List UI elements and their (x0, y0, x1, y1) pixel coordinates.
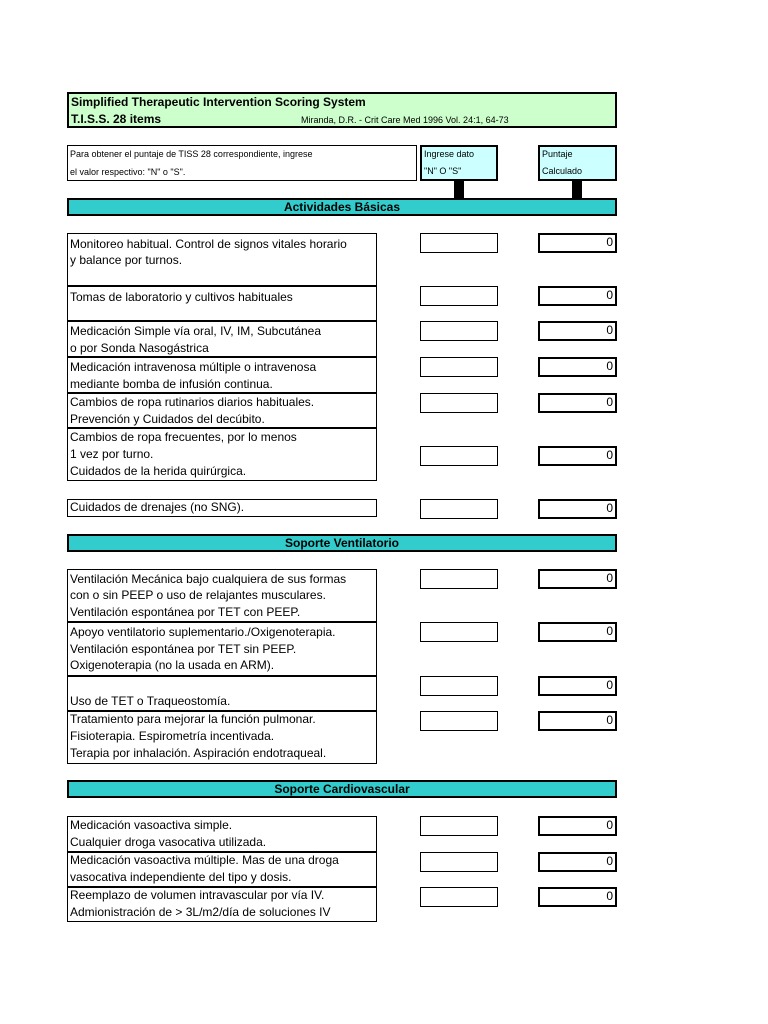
input-header-line-1: Ingrese dato (424, 149, 475, 159)
item-description (67, 569, 377, 622)
item-description-line: Terapia por inhalación. Aspiración endotraqueal. (70, 746, 327, 760)
title: Simplified Therapeutic Intervention Scoring System (71, 95, 366, 109)
instructions-box (67, 145, 417, 181)
item-input-field[interactable] (420, 321, 498, 341)
section-header-cardiovascular: Soporte Cardiovascular (67, 780, 617, 798)
input-column-header (420, 145, 498, 181)
item-score: 0 (538, 622, 617, 642)
item-input-field[interactable] (420, 676, 498, 696)
item-description-line: Reemplazo de volumen intravascular por vía IV. (70, 888, 325, 902)
item-description-line: Ventilación Mecánica bajo cualquiera de sus formas (70, 572, 347, 586)
item-description (67, 233, 377, 286)
item-description-line: Medicación Simple vía oral, IV, IM, Subcutánea (70, 324, 322, 338)
item-description-line: y balance por turnos. (70, 253, 183, 267)
section-header-ventilation: Soporte Ventilatorio (67, 534, 617, 552)
item-description (67, 852, 377, 887)
item-input-field[interactable] (420, 852, 498, 872)
score-column-header (538, 145, 617, 181)
item-description-line: Uso de TET o Traqueostomía. (70, 694, 231, 708)
item-input-field[interactable] (420, 499, 498, 519)
item-description-line: 1 vez por turno. (70, 447, 154, 461)
item-description-line: Prevención y Cuidados del decúbito. (70, 412, 265, 426)
item-description-line: Tomas de laboratorio y cultivos habituales (70, 290, 293, 304)
item-description-line: Ventilación espontánea por TET sin PEEP. (70, 642, 297, 656)
item-description (67, 676, 377, 711)
item-description-line: Fisioterapia. Espirometría incentivada. (70, 729, 275, 743)
item-score: 0 (538, 676, 617, 696)
item-score: 0 (538, 816, 617, 836)
item-description (67, 428, 377, 481)
input-header-line-2: "N" O "S" (424, 166, 462, 176)
score-header-line-1: Puntaje (542, 149, 573, 159)
item-input-field[interactable] (420, 622, 498, 642)
item-description (67, 816, 377, 852)
item-input-field[interactable] (420, 569, 498, 589)
item-input-field[interactable] (420, 446, 498, 466)
item-description-line: con o sin PEEP o uso de relajantes musculares. (70, 588, 326, 602)
item-input-field[interactable] (420, 357, 498, 377)
item-description (67, 711, 377, 764)
item-input-field[interactable] (420, 286, 498, 306)
item-description-line: Monitoreo habitual. Control de signos vitales horario (70, 237, 347, 251)
title-box (67, 92, 617, 128)
item-score: 0 (538, 852, 617, 872)
item-score: 0 (538, 711, 617, 731)
subtitle: T.I.S.S. 28 items (71, 112, 162, 126)
item-input-field[interactable] (420, 887, 498, 907)
citation: Miranda, D.R. - Crit Care Med 1996 Vol. 24:1, 64-73 (301, 115, 509, 125)
item-score: 0 (538, 499, 617, 519)
item-description-line: Oxigenoterapia (no la usada en ARM). (70, 658, 275, 672)
item-score: 0 (538, 446, 617, 466)
score-header-line-2: Calculado (542, 166, 583, 176)
item-description (67, 321, 377, 357)
item-description-line: Medicación vasoactiva múltiple. Mas de una droga (70, 853, 339, 867)
item-description-line: Cuidados de drenajes (no SNG). (70, 500, 245, 514)
item-description-line: Ventilación espontánea por TET con PEEP. (70, 605, 301, 619)
item-description-line: Medicación vasoactiva simple. (70, 818, 233, 832)
item-description (67, 393, 377, 428)
item-input-field[interactable] (420, 711, 498, 731)
item-description-line: mediante bomba de infusión continua. (70, 377, 273, 391)
item-input-field[interactable] (420, 233, 498, 253)
item-description-line: Admionistración de > 3L/m2/día de soluciones IV (70, 905, 331, 919)
item-description (67, 622, 377, 676)
item-description-line: Cambios de ropa rutinarios diarios habituales. (70, 395, 315, 409)
item-score: 0 (538, 357, 617, 377)
item-description-line: o por Sonda Nasogástrica (70, 341, 209, 355)
item-description-line: Medicación intravenosa múltiple o intravenosa (70, 360, 317, 374)
item-score: 0 (538, 569, 617, 589)
item-input-field[interactable] (420, 816, 498, 836)
instructions-line-2: el valor respectivo: "N" o "S". (70, 167, 186, 177)
item-description (67, 357, 377, 393)
item-description (67, 286, 377, 321)
item-description-line: Tratamiento para mejorar la función pulmonar. (70, 712, 316, 726)
item-score: 0 (538, 321, 617, 341)
item-score: 0 (538, 233, 617, 253)
item-input-field[interactable] (420, 393, 498, 413)
item-description-line: Apoyo ventilatorio suplementario./Oxigenoterapia. (70, 625, 336, 639)
item-description-line: Cuidados de la herida quirúrgica. (70, 464, 247, 478)
item-description-line: Cualquier droga vasocativa utilizada. (70, 835, 267, 849)
item-score: 0 (538, 393, 617, 413)
item-description-line: Cambios de ropa frecuentes, por lo menos (70, 430, 297, 444)
section-header-basic: Actividades Básicas (67, 198, 617, 216)
item-description-line: vasocativa independiente del tipo y dosis. (70, 870, 292, 884)
item-description (67, 887, 377, 922)
item-score: 0 (538, 286, 617, 306)
item-score: 0 (538, 887, 617, 907)
item-description (67, 499, 377, 517)
instructions-line-1: Para obtener el puntaje de TISS 28 correspondiente, ingrese (70, 149, 313, 159)
